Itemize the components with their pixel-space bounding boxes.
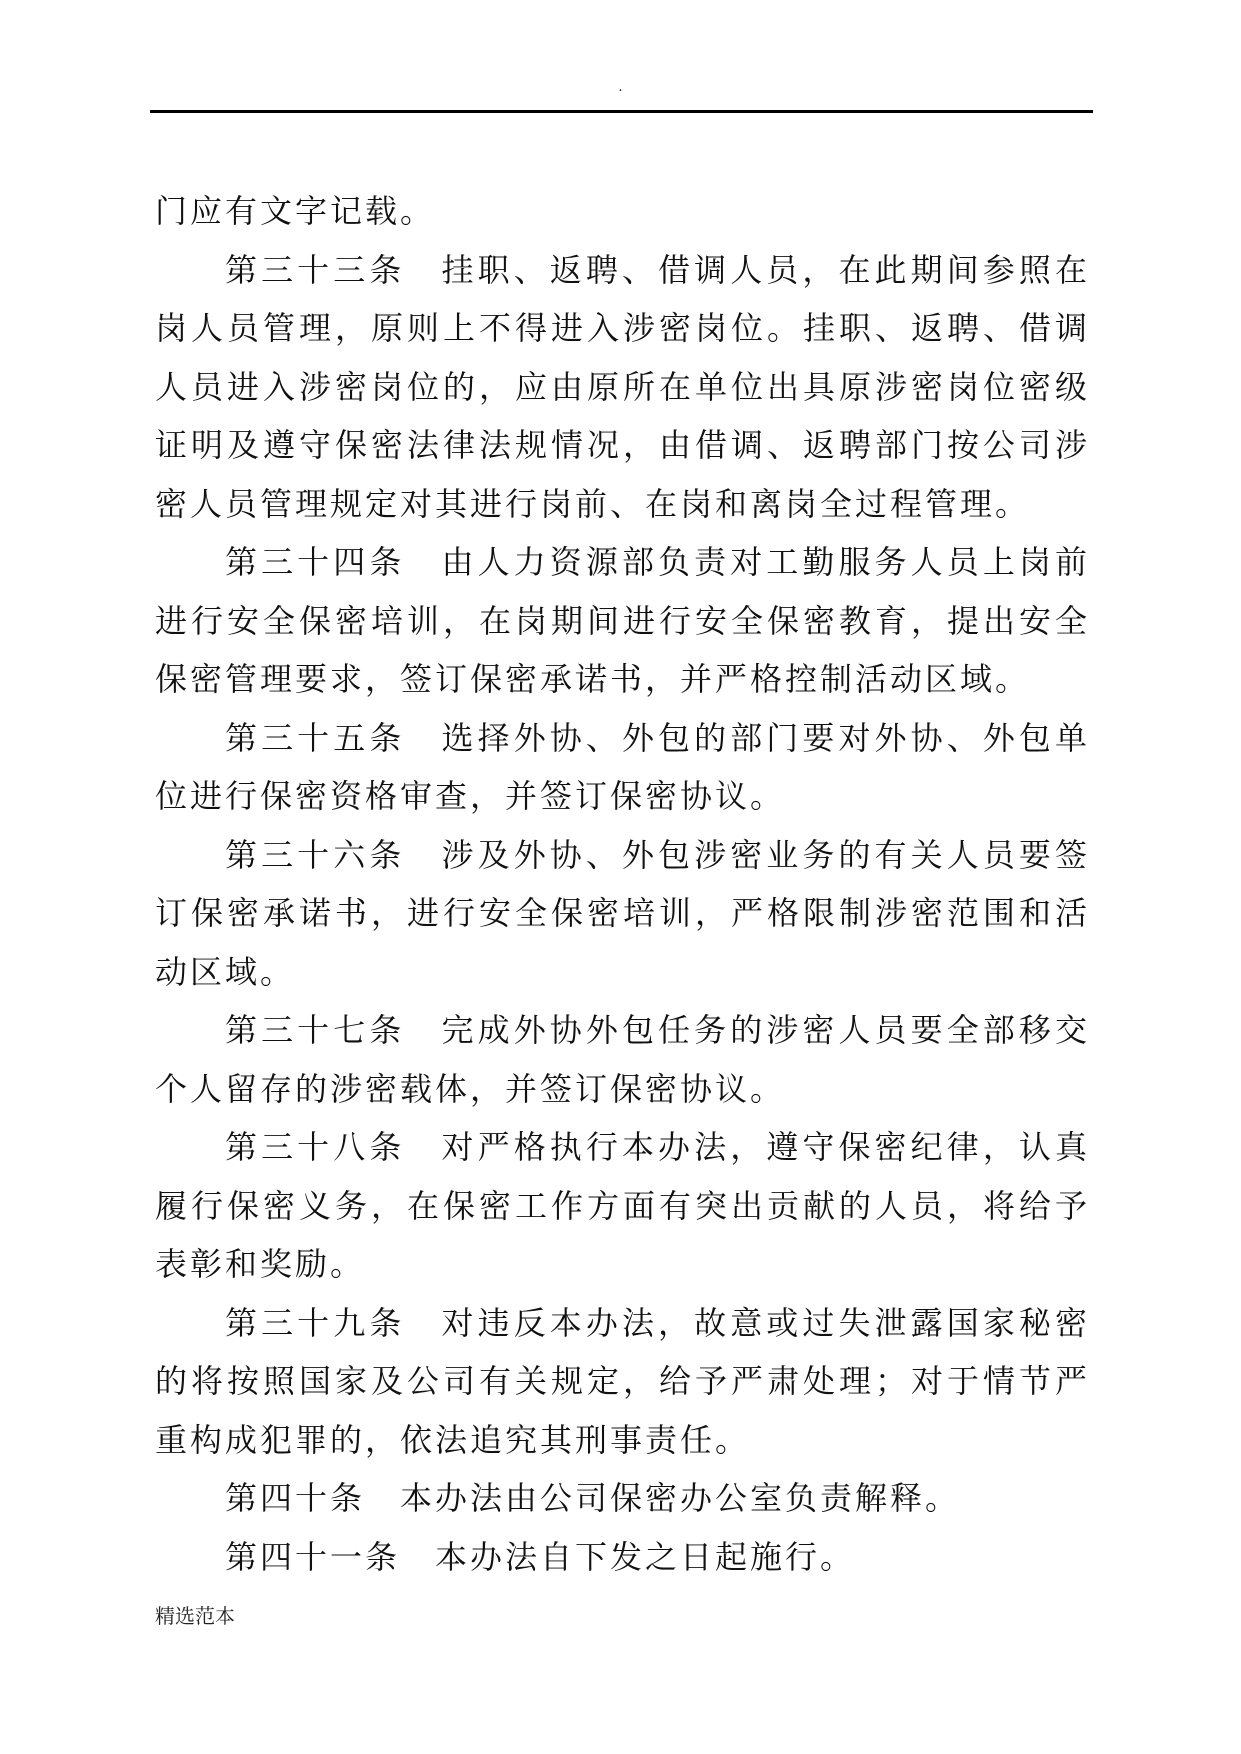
paragraph-continuation: 门应有文字记载。 <box>155 192 436 230</box>
header-dot: . <box>618 79 623 95</box>
article-37: 第三十七条 完成外协外包任务的涉密人员要全部移交个人留存的涉密载体，并签订保密协议。 <box>155 1011 1090 1108</box>
article-39: 第三十九条 对违反本办法，故意或过失泄露国家秘密的将按照国家及公司有关规定，给予严肃处理；对于情节严重构成犯罪的，依法追究其刑事责任。 <box>155 1303 1090 1459</box>
document-body <box>155 182 1090 1586</box>
article-36: 第三十六条 涉及外协、外包涉密业务的有关人员要签订保密承诺书，进行安全保密培训，严格限制涉密范围和活动区域。 <box>155 835 1090 991</box>
article-33: 第三十三条 挂职、返聘、借调人员，在此期间参照在岗人员管理，原则上不得进入涉密岗位。挂职、返聘、借调人员进入涉密岗位的，应由原所在单位出具原涉密岗位密级证明及遵守保密法律法规情况，由借调、返聘部门按公司涉密人员管理规定对其进行岗前、在岗和离岗全过程管理。 <box>155 250 1090 523</box>
header-rule <box>150 110 1093 113</box>
article-35: 第三十五条 选择外协、外包的部门要对外协、外包单位进行保密资格审查，并签订保密协议。 <box>155 718 1090 815</box>
article-41: 第四十一条 本办法自下发之日起施行。 <box>225 1537 856 1576</box>
article-38: 第三十八条 对严格执行本办法，遵守保密纪律，认真履行保密义务，在保密工作方面有突出贡献的人员，将给予表彰和奖励。 <box>155 1128 1090 1283</box>
article-34: 第三十四条 由人力资源部负责对工勤服务人员上岗前进行安全保密培训，在岗期间进行安全保密教育，提出安全保密管理要求，签订保密承诺书，并严格控制活动区域。 <box>155 543 1090 698</box>
article-40: 第四十条 本办法由公司保密办公室负责解释。 <box>225 1479 961 1517</box>
footer-label: 精选范本 <box>155 1604 235 1628</box>
